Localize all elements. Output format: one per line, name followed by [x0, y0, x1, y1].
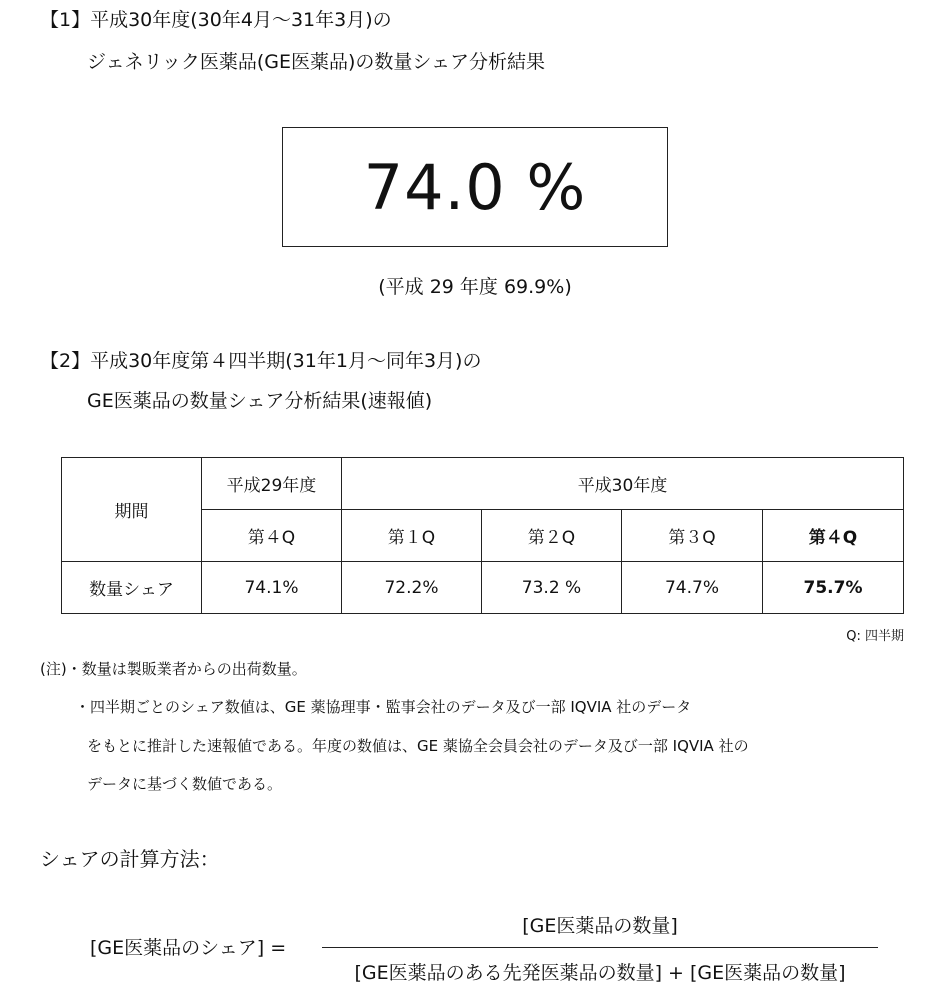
table-row [62, 562, 904, 614]
annual-share-value: 74.0 % [363, 150, 587, 224]
formula-numerator: [GE医薬品の数量] [522, 915, 678, 937]
table-row [62, 458, 904, 510]
period-header: 期間 [62, 458, 202, 562]
quarter-header: 第３Q [622, 510, 763, 562]
share-cell: 73.2 % [482, 562, 622, 614]
formula-denominator: [GE医薬品のある先発医薬品の数量] + [GE医薬品の数量] [354, 962, 846, 984]
note-line: (注)・数量は製販業者からの出荷数量。 [40, 660, 307, 678]
quarter-header: 第４Q [202, 510, 342, 562]
row-label: 数量シェア [62, 562, 202, 614]
previous-year-share: (平成 29 年度 69.9%) [378, 276, 572, 298]
fiscal-year-h29-header: 平成29年度 [202, 458, 342, 510]
quarter-header: 第１Q [342, 510, 482, 562]
section2-subheading: GE医薬品の数量シェア分析結果(速報値) [87, 390, 433, 412]
fiscal-year-h30-header: 平成30年度 [342, 458, 904, 510]
section1-subheading: ジェネリック医薬品(GE医薬品)の数量シェア分析結果 [87, 51, 546, 73]
section1-heading: 【1】平成30年度(30年4月～31年3月)の [40, 9, 392, 31]
share-cell: 72.2% [342, 562, 482, 614]
share-cell: 75.7% [763, 562, 904, 614]
calculation-title: シェアの計算方法： [40, 847, 220, 871]
quarter-abbrev-note: Q: 四半期 [846, 629, 904, 644]
fraction-bar [322, 947, 878, 948]
note-line: をもとに推計した速報値である。年度の数値は、GE 薬協全会員会社のデータ及び一部 IQVIA 社の [87, 737, 749, 755]
share-cell: 74.7% [622, 562, 763, 614]
quarter-header: 第４Q [763, 510, 904, 562]
formula-lhs: [GE医薬品のシェア] = [90, 937, 287, 959]
quarterly-share-table [61, 457, 904, 614]
section2-heading: 【2】平成30年度第４四半期(31年1月～同年3月)の [40, 350, 482, 372]
note-line: データに基づく数値である。 [87, 775, 283, 793]
annual-share-box [282, 127, 668, 247]
note-line: ・四半期ごとのシェア数値は、GE 薬協理事・監事会社のデータ及び一部 IQVIA 社のデータ [75, 698, 692, 716]
share-cell: 74.1% [202, 562, 342, 614]
quarter-header: 第２Q [482, 510, 622, 562]
